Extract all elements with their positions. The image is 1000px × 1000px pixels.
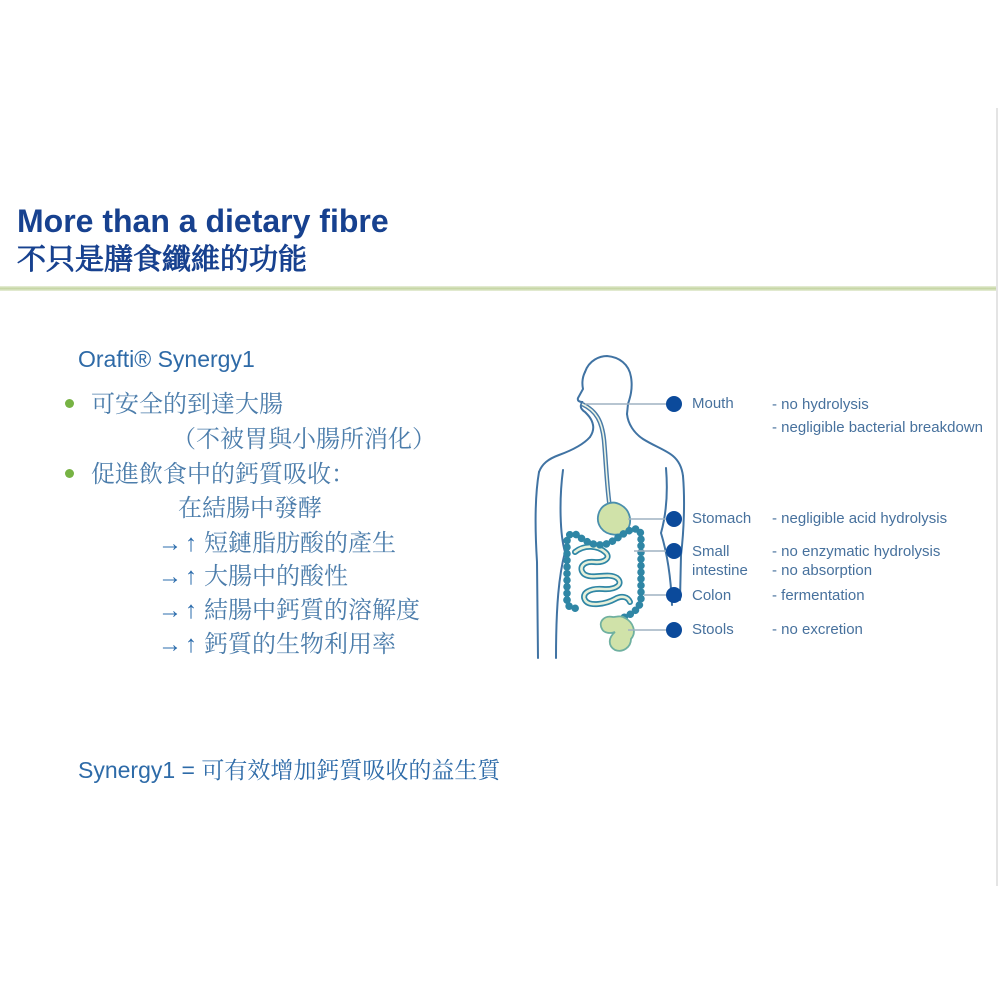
organ-note: - no absorption [772,562,873,579]
arrow-right-icon: → [158,530,182,557]
page-title: More than a dietary fibre [17,203,389,239]
small-intestine-dot [666,543,682,559]
stools-dot [666,622,682,638]
mouth-dot [666,396,682,412]
paren-text: （不被胃與小腸所消化） [172,426,436,453]
page-subtitle: 不只是膳食纖維的功能 [17,244,308,276]
organ-label-mouth: Mouth [692,395,734,412]
organ-note: - no excretion [772,621,863,638]
arrow-right-icon: → [158,631,182,658]
arrow-text: 結腸中鈣質的溶解度 [204,597,420,624]
arrow-up-icon: ↑ [185,563,197,590]
organ-note: - negligible bacterial breakdown [772,419,983,436]
organ-label-intestine: intestine [692,562,748,579]
arrow-item [158,590,420,625]
small-intestine-shape [575,547,630,604]
organ-label-colon: Colon [692,587,732,604]
arrow-up-icon: ↑ [185,631,197,658]
esophagus-inner [582,404,610,508]
bullet-icon [65,469,74,478]
colon-dot [666,587,682,603]
bullet-item [65,454,355,489]
organ-label-stools: Stools [692,621,734,638]
arrow-text: 短鏈脂肪酸的產生 [204,530,396,557]
plain-text: 在結腸中發酵 [178,495,322,522]
arrow-right-icon: → [158,563,182,590]
organ-note: - fermentation [772,587,865,604]
bullet-subtext [172,419,436,454]
product-heading: Orafti® Synergy1 [78,346,255,372]
organ-label-small: Small [692,543,730,560]
sub-line [178,488,322,523]
conclusion-equation: Synergy1 = 可有效增加鈣質吸收的益生質 [78,757,501,783]
organ-label-stomach: Stomach [692,510,752,527]
bullet-text: 可安全的到達大腸 [91,391,283,418]
arrow-up-icon: ↑ [185,597,197,624]
title-divider [0,286,997,291]
stools-shape [601,616,634,650]
callout-dots [666,396,682,638]
arrow-item [158,556,348,591]
bullet-item [65,384,283,419]
arrow-right-icon: → [158,597,182,624]
stomach-dot [666,511,682,527]
organ-note: - no enzymatic hydrolysis [772,543,941,560]
arrow-text: 鈣質的生物利用率 [204,631,396,658]
arrow-up-icon: ↑ [185,530,197,557]
arrow-text: 大腸中的酸性 [204,563,348,590]
stomach-shape [598,503,630,535]
arrow-item [158,624,396,659]
arrow-item [158,523,396,558]
organ-note: - no hydrolysis [772,396,869,413]
bullet-text: 促進飲食中的鈣質吸收： [91,461,355,488]
organ-note: - negligible acid hydrolysis [772,510,948,527]
bullet-icon [65,399,74,408]
